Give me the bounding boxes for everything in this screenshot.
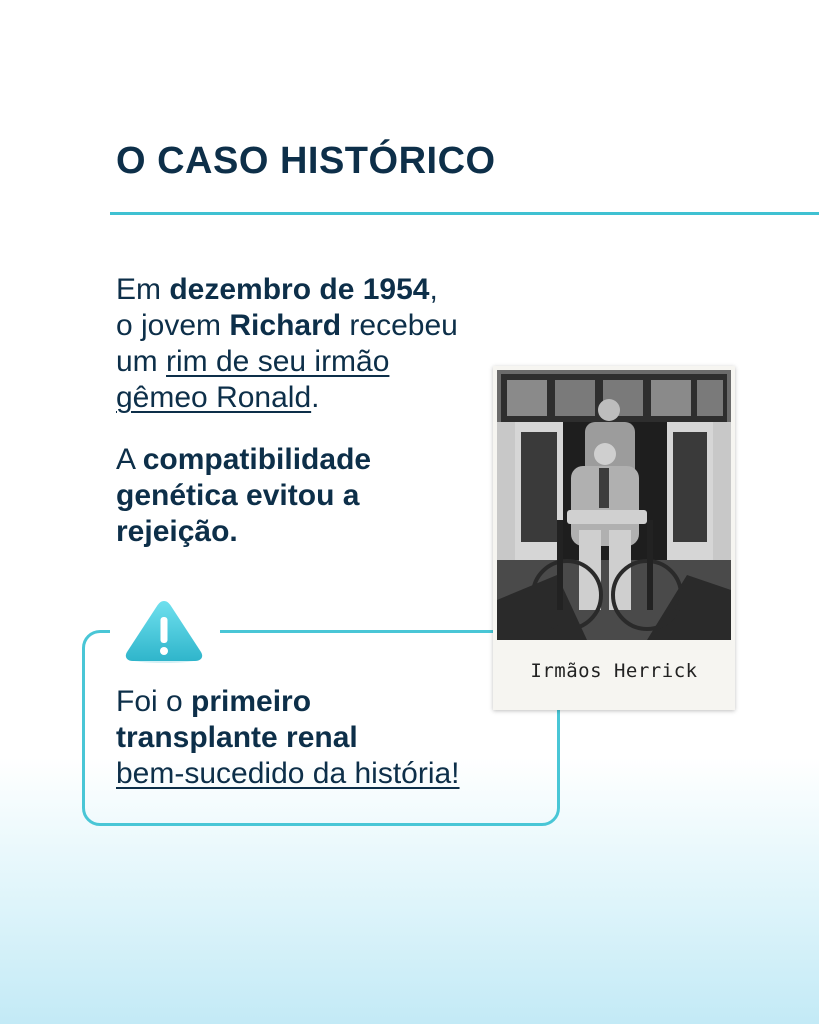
callout-text: Foi o primeiro transplante renal bem-sucedido da história!	[116, 685, 460, 790]
title-divider	[110, 212, 819, 215]
photo-caption: Irmãos Herrick	[530, 660, 698, 682]
warning-triangle-icon	[122, 597, 206, 665]
polaroid-photo	[493, 366, 735, 710]
compatibility-paragraph: A compatibilidade genética evitou a rejeição.	[116, 443, 372, 548]
intro-paragraph: Em dezembro de 1954, o jovem Richard recebeu um rim de seu irmão gêmeo Ronald.	[116, 273, 458, 414]
page-title: O CASO HISTÓRICO	[116, 140, 496, 182]
herrick-brothers-photo	[497, 370, 731, 640]
